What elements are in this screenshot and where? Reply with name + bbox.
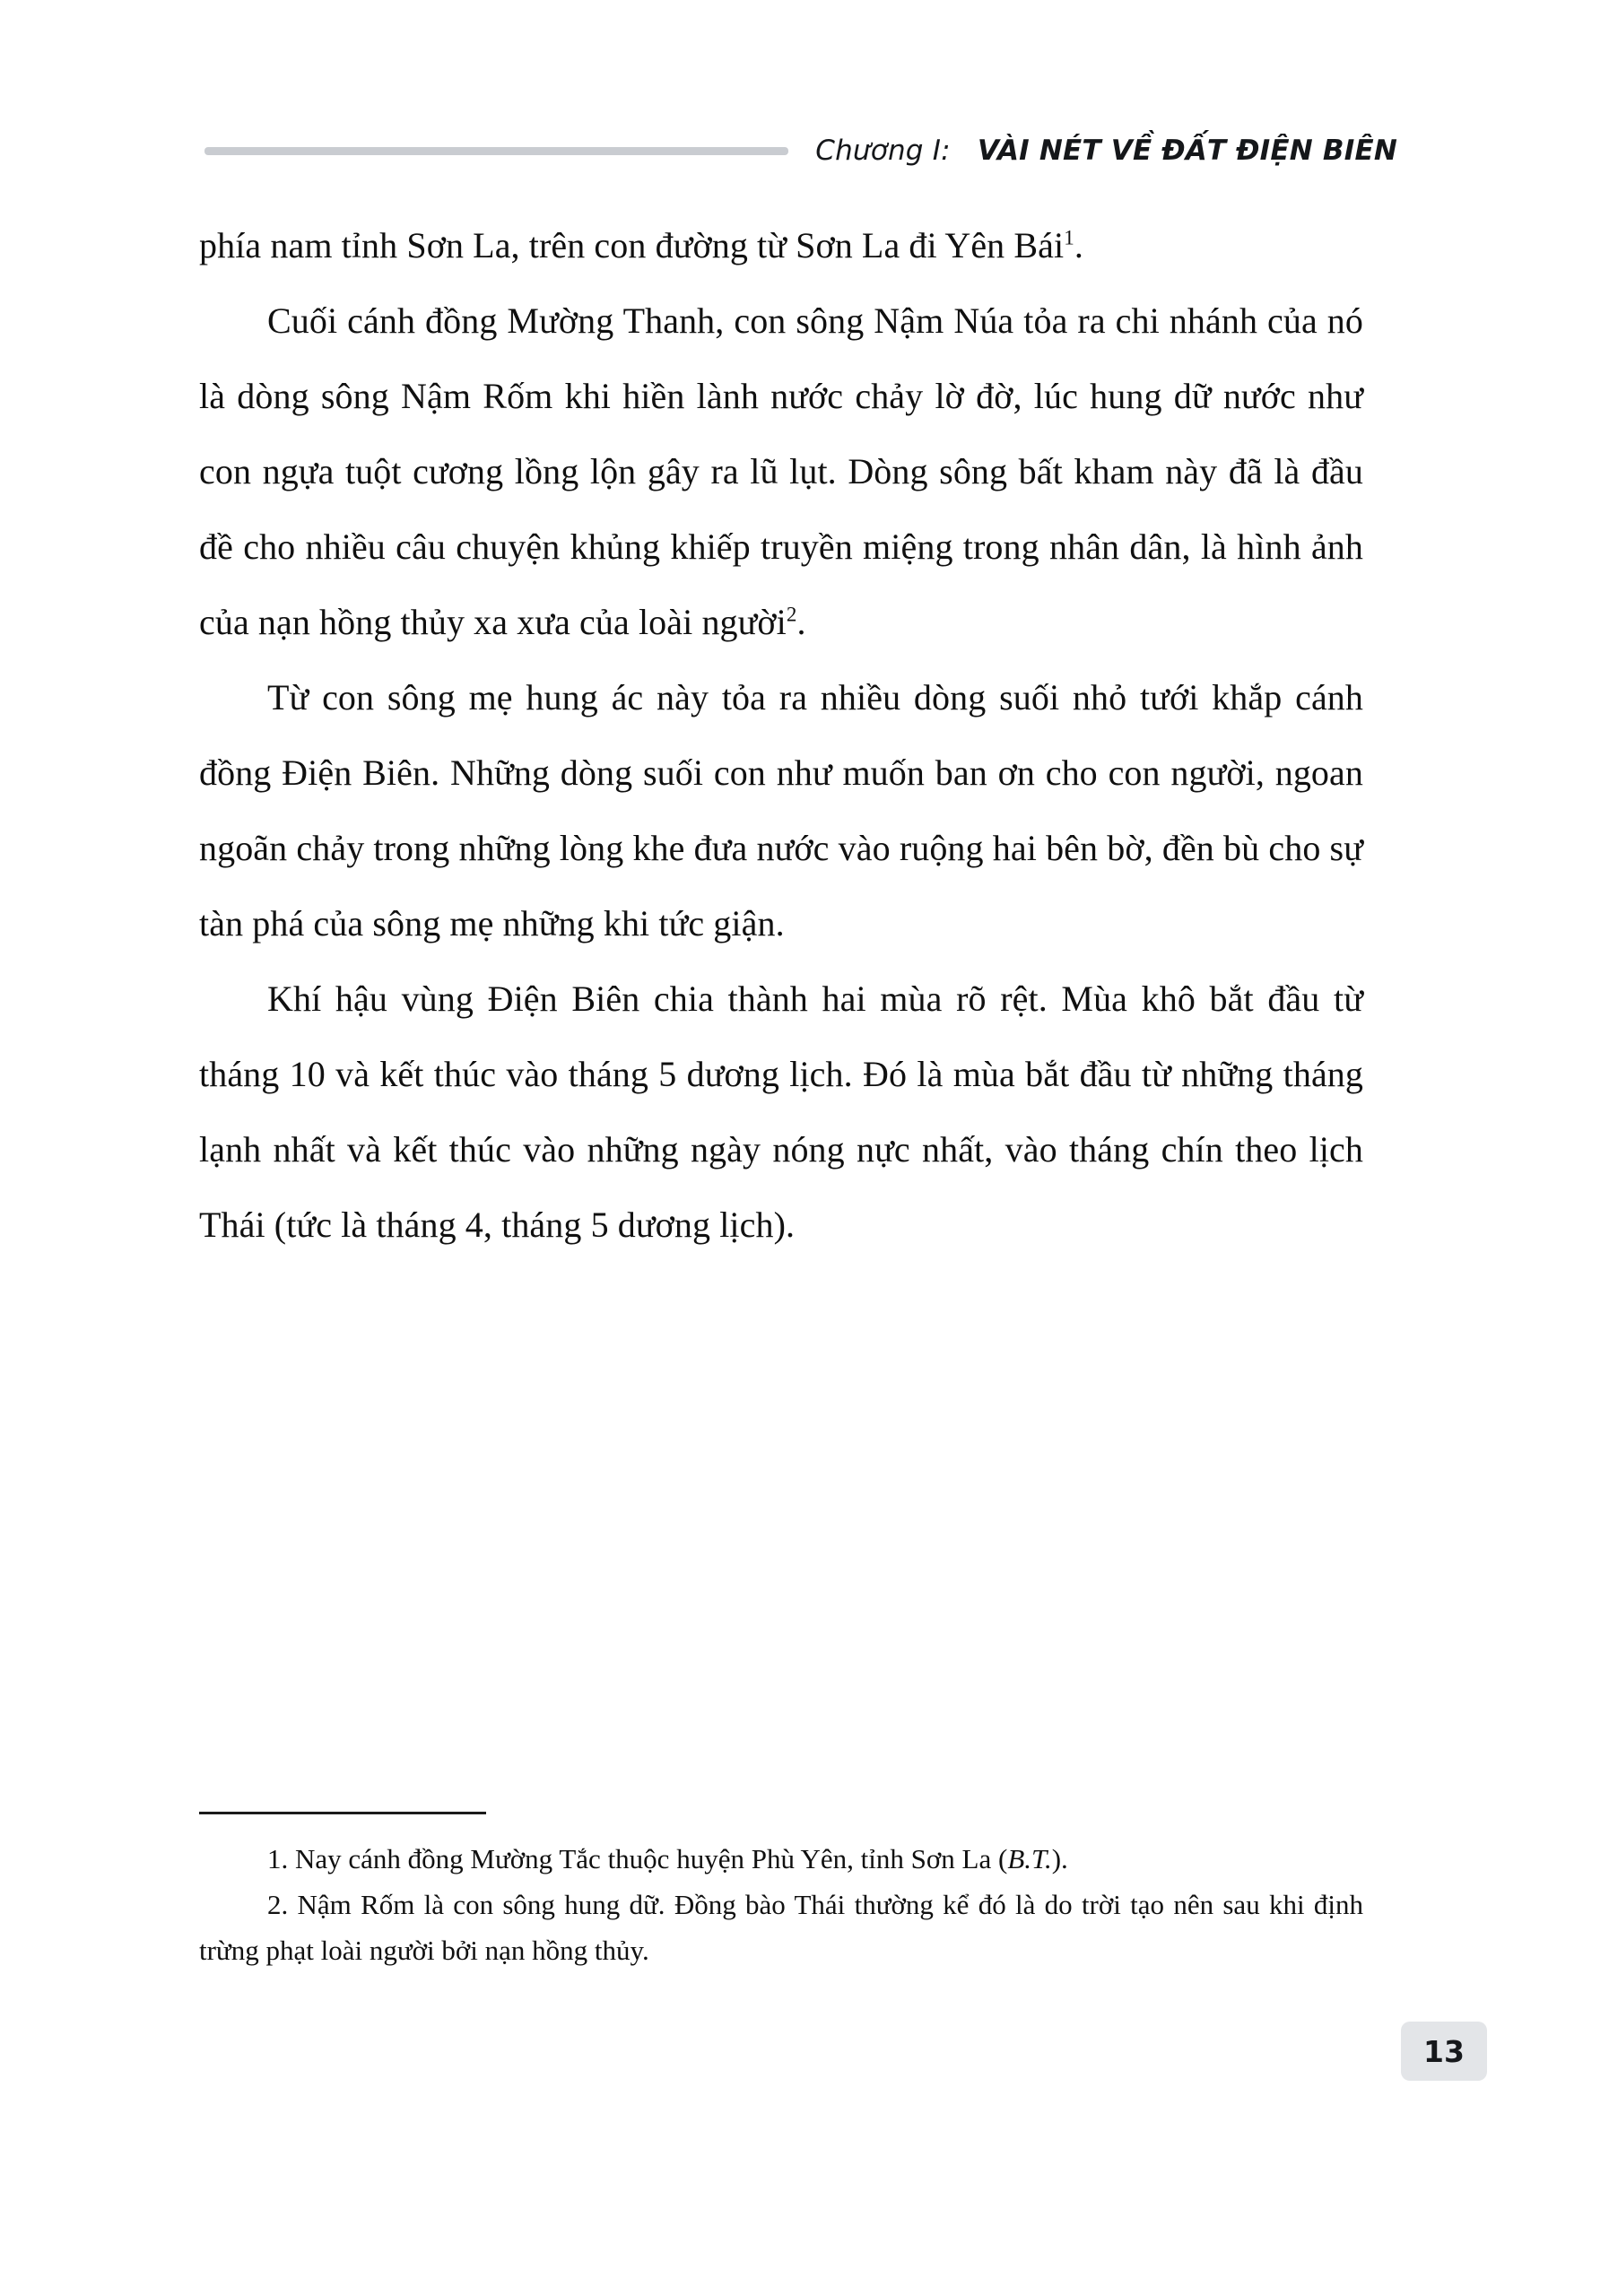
paragraph-continued bbox=[199, 208, 1363, 283]
page-number: 13 bbox=[1423, 2033, 1465, 2069]
footnote-1-text-after: ). bbox=[1051, 1843, 1068, 1874]
chapter-name: VÀI NÉT VỀ ĐẤT ĐIỆN BIÊN bbox=[977, 135, 1397, 167]
footnote-marker-2: 2 bbox=[786, 603, 797, 626]
header-divider-rule bbox=[204, 147, 788, 155]
paragraph-2 bbox=[199, 283, 1363, 660]
footnote-2-text: Nậm Rốm là con sông hung dữ. Đồng bào Thái thường kể đó là do trời tạo nên sau khi định trừng phạt loài người bởi nạn hồng thủy. bbox=[199, 1889, 1363, 1966]
footnote-section bbox=[199, 1812, 1363, 1973]
footnote-1-italic: B.T. bbox=[1007, 1843, 1052, 1874]
footnote-item-1 bbox=[199, 1836, 1363, 1882]
body-content bbox=[199, 208, 1363, 1263]
paragraph-2-tail: . bbox=[796, 602, 806, 642]
page-header bbox=[204, 126, 1397, 176]
paragraph-2-text: Cuối cánh đồng Mường Thanh, con sông Nậm Núa tỏa ra chi nhánh của nó là dòng sông Nậm Rốm khi hiền lành nước chảy lờ đờ, lúc hung dữ nước như con ngựa tuột cương lồng lộn gây ra lũ lụt. Dòng sông bất kham này đã là đầu đề cho nhiều câu chuyện khủng khiếp truyền miệng trong nhân dân, là hình ảnh của nạn hồng thủy xa xưa của loài người bbox=[199, 300, 1363, 642]
page-number-badge bbox=[1401, 2022, 1487, 2081]
footnote-separator-rule bbox=[199, 1812, 486, 1814]
chapter-label: Chương I: bbox=[815, 135, 951, 167]
footnote-1-text-before: Nay cánh đồng Mường Tắc thuộc huyện Phù Yên, tỉnh Sơn La ( bbox=[288, 1843, 1008, 1874]
paragraph-1-text: phía nam tỉnh Sơn La, trên con đường từ Sơn La đi Yên Bái bbox=[199, 225, 1065, 265]
footnote-marker-1: 1 bbox=[1064, 226, 1074, 249]
paragraph-3: Từ con sông mẹ hung ác này tỏa ra nhiều dòng suối nhỏ tưới khắp cánh đồng Điện Biên. Những dòng suối con như muốn ban ơn cho con người, ngoan ngoãn chảy trong những lòng khe đưa nước vào ruộng hai bên bờ, đền bù cho sự tàn phá của sông mẹ những khi tức giận. bbox=[199, 677, 1363, 944]
paragraph-1-tail: . bbox=[1074, 225, 1083, 265]
footnote-2-number: 2. bbox=[267, 1889, 289, 1920]
footnote-item-2 bbox=[199, 1882, 1363, 1973]
running-head bbox=[815, 135, 1397, 167]
paragraph-4: Khí hậu vùng Điện Biên chia thành hai mùa rõ rệt. Mùa khô bắt đầu từ tháng 10 và kết thúc vào tháng 5 dương lịch. Đó là mùa bắt đầu từ những tháng lạnh nhất và kết thúc vào những ngày nóng nực nhất, vào tháng chín theo lịch Thái (tức là tháng 4, tháng 5 dương lịch). bbox=[199, 978, 1363, 1245]
footnote-1-number: 1. bbox=[267, 1843, 289, 1874]
